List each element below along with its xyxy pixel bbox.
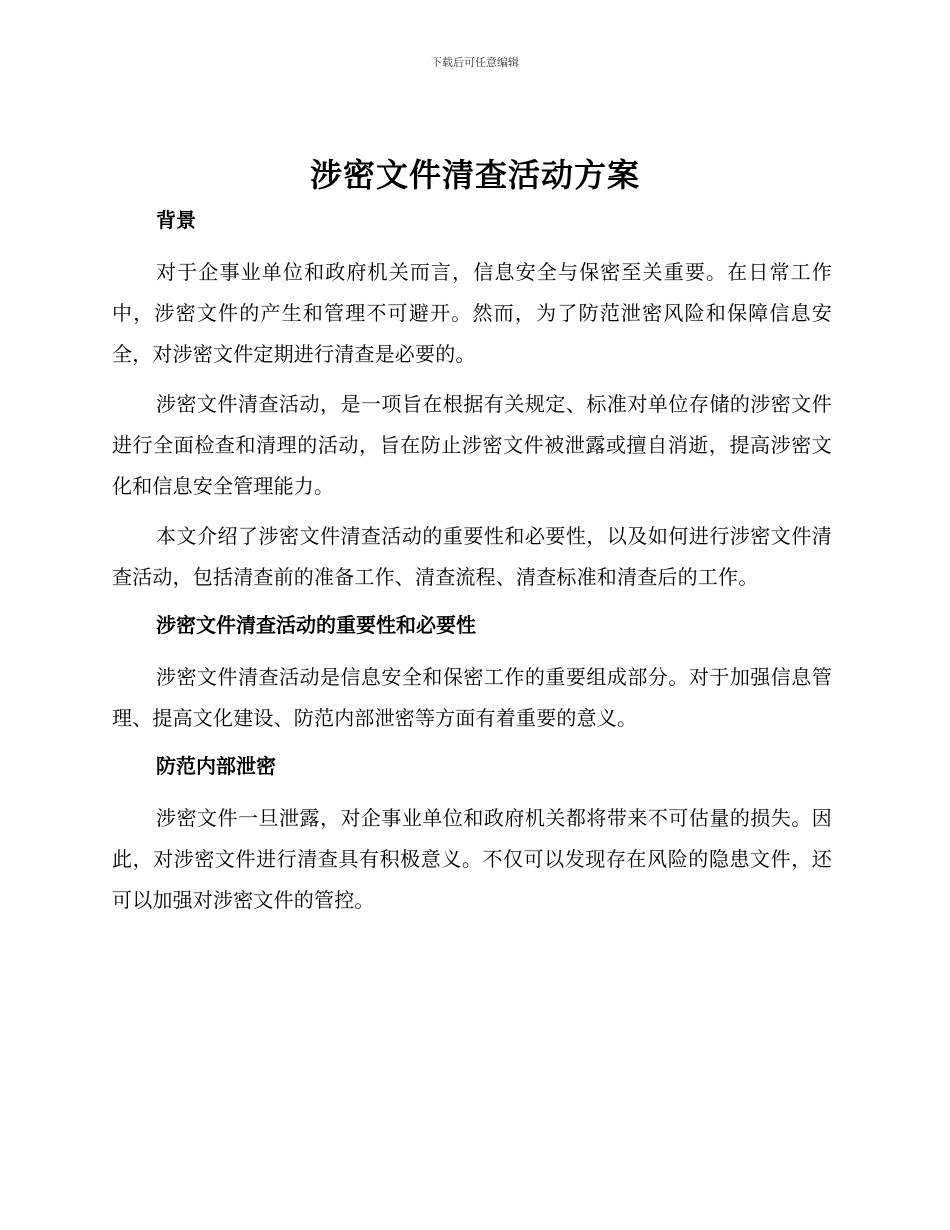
section-heading-importance: 涉密文件清查活动的重要性和必要性 <box>156 613 476 637</box>
paragraph-importance-1: 涉密文件清查活动是信息安全和保密工作的重要组成部分。对于加强信息管理、提高文化建设、防范内部泄密等方面有着重要的意义。 <box>112 665 832 730</box>
page-header-note: 下载后可任意编辑 <box>431 56 519 69</box>
paragraph-background-3: 本文介绍了涉密文件清查活动的重要性和必要性，以及如何进行涉密文件清查活动，包括清查前的准备工作、清查流程、清查标准和清查后的工作。 <box>112 524 832 589</box>
paragraph-prevent-leak-1: 涉密文件一旦泄露，对企事业单位和政府机关都将带来不可估量的损失。因此，对涉密文件进行清查具有积极意义。不仅可以发现存在风险的隐患文件，还可以加强对涉密文件的管控。 <box>112 806 832 912</box>
paragraph-background-2: 涉密文件清查活动，是一项旨在根据有关规定、标准对单位存储的涉密文件进行全面检查和清理的活动，旨在防止涉密文件被泄露或擅自消逝，提高涉密文化和信息安全管理能力。 <box>112 392 832 498</box>
section-heading-background: 背景 <box>156 208 196 232</box>
paragraph-background-1: 对于企事业单位和政府机关而言，信息安全与保密至关重要。在日常工作中，涉密文件的产生和管理不可避开。然而，为了防范泄密风险和保障信息安全，对涉密文件定期进行清查是必要的。 <box>112 260 832 366</box>
section-heading-prevent-leak: 防范内部泄密 <box>156 754 276 778</box>
document-body <box>112 202 832 930</box>
document-title: 涉密文件清查活动方案 <box>309 156 640 194</box>
